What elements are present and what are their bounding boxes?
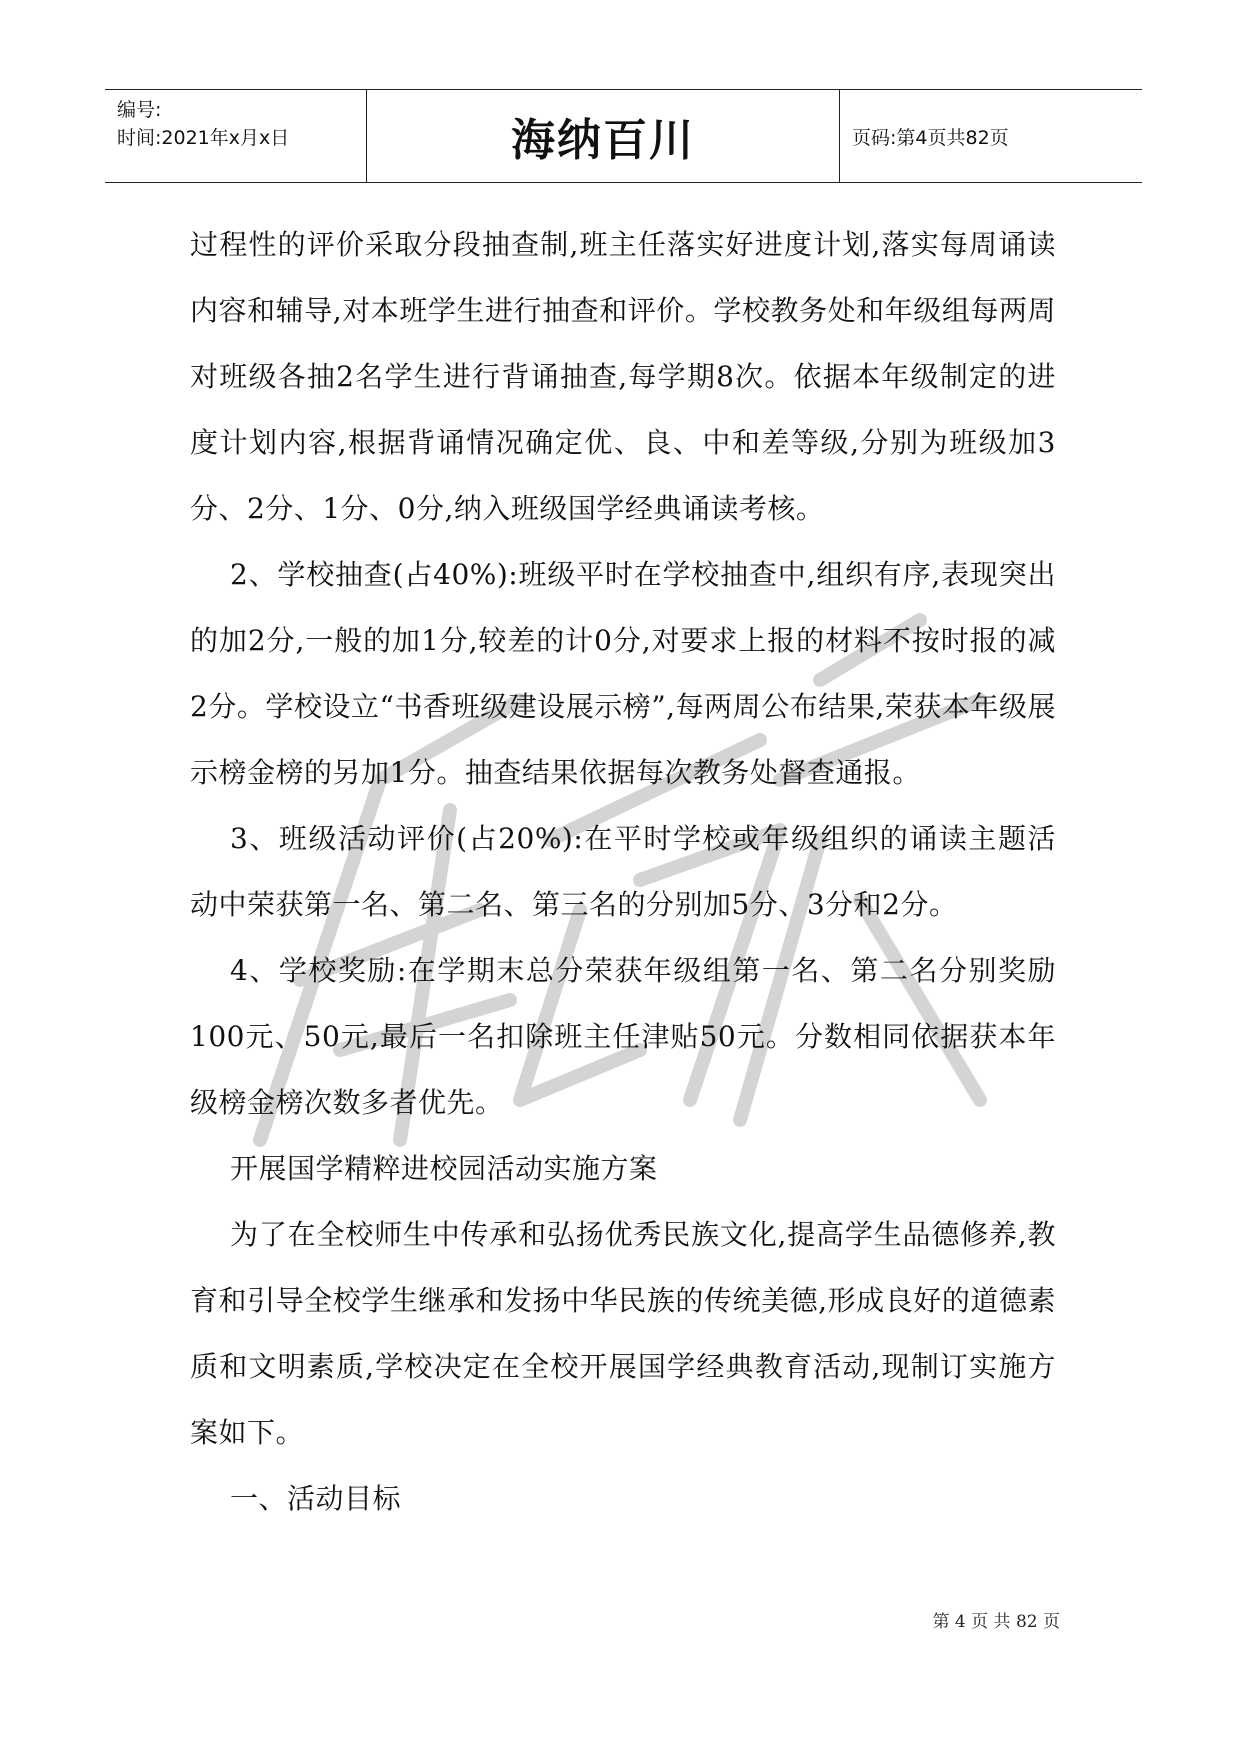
paragraph-5: 为了在全校师生中传承和弘扬优秀民族文化,提高学生品德修养,教育和引导全校学生继承和发扬中华民族的传统美德,形成良好的道德素质和文明素质,学校决定在全校开展国学经典教育活动,现制订实施方案如下。 [190,1218,1056,1449]
paragraph-1: 过程性的评价采取分段抽查制,班主任落实好进度计划,落实每周诵读内容和辅导,对本班学生进行抽查和评价。学校教务处和年级组每两周对班级各抽2名学生进行背诵抽查,每学期8次。依据本年级制定的进度计划内容,根据背诵情况确定优、良、中和差等级,分别为班级加3分、2分、1分、0分,纳入班级国学经典诵读考核。 [190,228,1056,525]
page-header [105,89,1142,183]
header-meta [105,90,367,182]
section-title: 开展国学精粹进校园活动实施方案 [230,1152,658,1185]
document-body [190,212,1056,1532]
paragraph-4: 4、学校奖励:在学期末总分荣获年级组第一名、第二名分别奖励100元、50元,最后一名扣除班主任津贴50元。分数相同依据获本年级榜金榜次数多者优先。 [190,954,1056,1119]
page-footer: 第 4 页 共 82 页 [932,1612,1060,1632]
heading-goals: 一、活动目标 [230,1482,402,1515]
paragraph-2: 2、学校抽查(占40%):班级平时在学校抽查中,组织有序,表现突出的加2分,一般的加1分,较差的计0分,对要求上报的材料不按时报的减2分。学校设立“书香班级建设展示榜”,每两周公布结果,荣获本年级展示榜金榜的另加1分。抽查结果依据每次教务处督查通报。 [190,558,1056,789]
paragraph-3: 3、班级活动评价(占20%):在平时学校或年级组织的诵读主题活动中荣获第一名、第二名、第三名的分别加5分、3分和2分。 [190,822,1056,921]
header-title: 海纳百川 [367,90,840,182]
serial-label: 编号: [117,99,162,121]
time-label: 时间:2021年x月x日 [117,127,290,149]
header-page-code: 页码:第4页共82页 [852,126,1009,149]
